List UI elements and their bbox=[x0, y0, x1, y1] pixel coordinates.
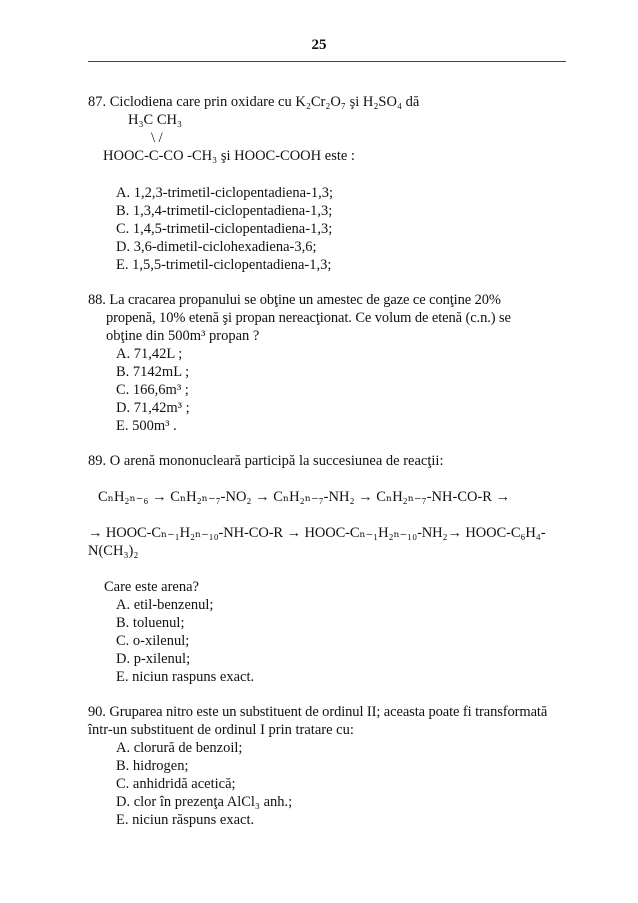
question-89 bbox=[88, 452, 566, 686]
question-89-option-e: E. niciun raspuns exact. bbox=[116, 669, 255, 685]
question-90-option-c: C. anhidridă acetică; bbox=[116, 776, 236, 792]
question-90-option-d: D. clor în prezenţa AlCl₃ anh.; bbox=[116, 794, 293, 810]
page-number bbox=[0, 36, 638, 54]
question-88-line-3: obţine din 500m³ propan ? bbox=[106, 328, 260, 344]
page-number-text: 25 bbox=[311, 37, 327, 53]
question-89-option-d: D. p-xilenul; bbox=[116, 651, 191, 667]
question-88-option-e: E. 500m³ . bbox=[116, 418, 177, 434]
question-88 bbox=[88, 291, 566, 435]
question-89-reaction-sequence-2: → HOOC-Cₙ₋₁H₂ₙ₋₁₀-NH-CO-R → HOOC-Cₙ₋₁H₂ₙ₋₁₀-NH₂→ HOOC-C₆H₄- bbox=[88, 525, 546, 541]
question-87-option-d: D. 3,6-dimetil-ciclohexadiena-3,6; bbox=[116, 239, 317, 255]
question-87 bbox=[88, 93, 566, 274]
question-90-option-a: A. clorură de benzoil; bbox=[116, 740, 243, 756]
question-90-option-e: E. niciun răspuns exact. bbox=[116, 812, 255, 828]
question-88-option-d: D. 71,42m³ ; bbox=[116, 400, 190, 416]
question-89-option-c: C. o-xilenul; bbox=[116, 633, 190, 649]
question-87-option-a: A. 1,2,3-trimetil-ciclopentadiena-1,3; bbox=[116, 185, 334, 201]
question-89-option-a: A. etil-benzenul; bbox=[116, 597, 214, 613]
question-87-option-e: E. 1,5,5-trimetil-ciclopentadiena-1,3; bbox=[116, 257, 332, 273]
question-88-option-c: C. 166,6m³ ; bbox=[116, 382, 189, 398]
question-90-line-2: într-un substituent de ordinul I prin tratare cu: bbox=[88, 722, 354, 738]
question-90-option-b: B. hidrogen; bbox=[116, 758, 189, 774]
question-88-option-a: A. 71,42L ; bbox=[116, 346, 183, 362]
question-88-option-b: B. 7142mL ; bbox=[116, 364, 190, 380]
question-87-stem: 87. Ciclodiena care prin oxidare cu K₂Cr₂O₇ şi H₂SO₄ dă bbox=[88, 94, 420, 110]
question-87-option-b: B. 1,3,4-trimetil-ciclopentadiena-1,3; bbox=[116, 203, 333, 219]
question-89-option-b: B. toluenul; bbox=[116, 615, 185, 631]
page-content bbox=[88, 93, 566, 829]
question-89-question: Care este arena? bbox=[104, 579, 199, 595]
question-87-formula-line-2: \ / bbox=[151, 130, 163, 146]
question-88-line-1: 88. La cracarea propanului se obţine un amestec de gaze ce conţine 20% bbox=[88, 292, 501, 308]
question-90-line-1: 90. Gruparea nitro este un substituent de ordinul II; aceasta poate fi transformată bbox=[88, 704, 548, 720]
header-rule bbox=[88, 61, 566, 62]
question-90 bbox=[88, 703, 566, 829]
question-89-stem: 89. O arenă mononucleară participă la succesiunea de reacţii: bbox=[88, 453, 444, 469]
question-87-formula-line-1: H₃C CH₃ bbox=[128, 112, 183, 128]
question-89-reaction-sequence-1: CₙH₂ₙ₋₆ → CₙH₂ₙ₋₇-NO₂ → CₙH₂ₙ₋₇-NH₂ → CₙH₂ₙ₋₇-NH-CO-R → bbox=[98, 489, 511, 505]
question-87-formula-line-3: HOOC-C-CO -CH₃ şi HOOC-COOH este : bbox=[103, 148, 355, 164]
question-88-line-2: propenă, 10% etenă şi propan nereacţionat. Ce volum de etenă (c.n.) se bbox=[106, 310, 511, 326]
question-87-option-c: C. 1,4,5-trimetil-ciclopentadiena-1,3; bbox=[116, 221, 333, 237]
question-89-reaction-sequence-3: N(CH₃)₂ bbox=[88, 543, 139, 559]
